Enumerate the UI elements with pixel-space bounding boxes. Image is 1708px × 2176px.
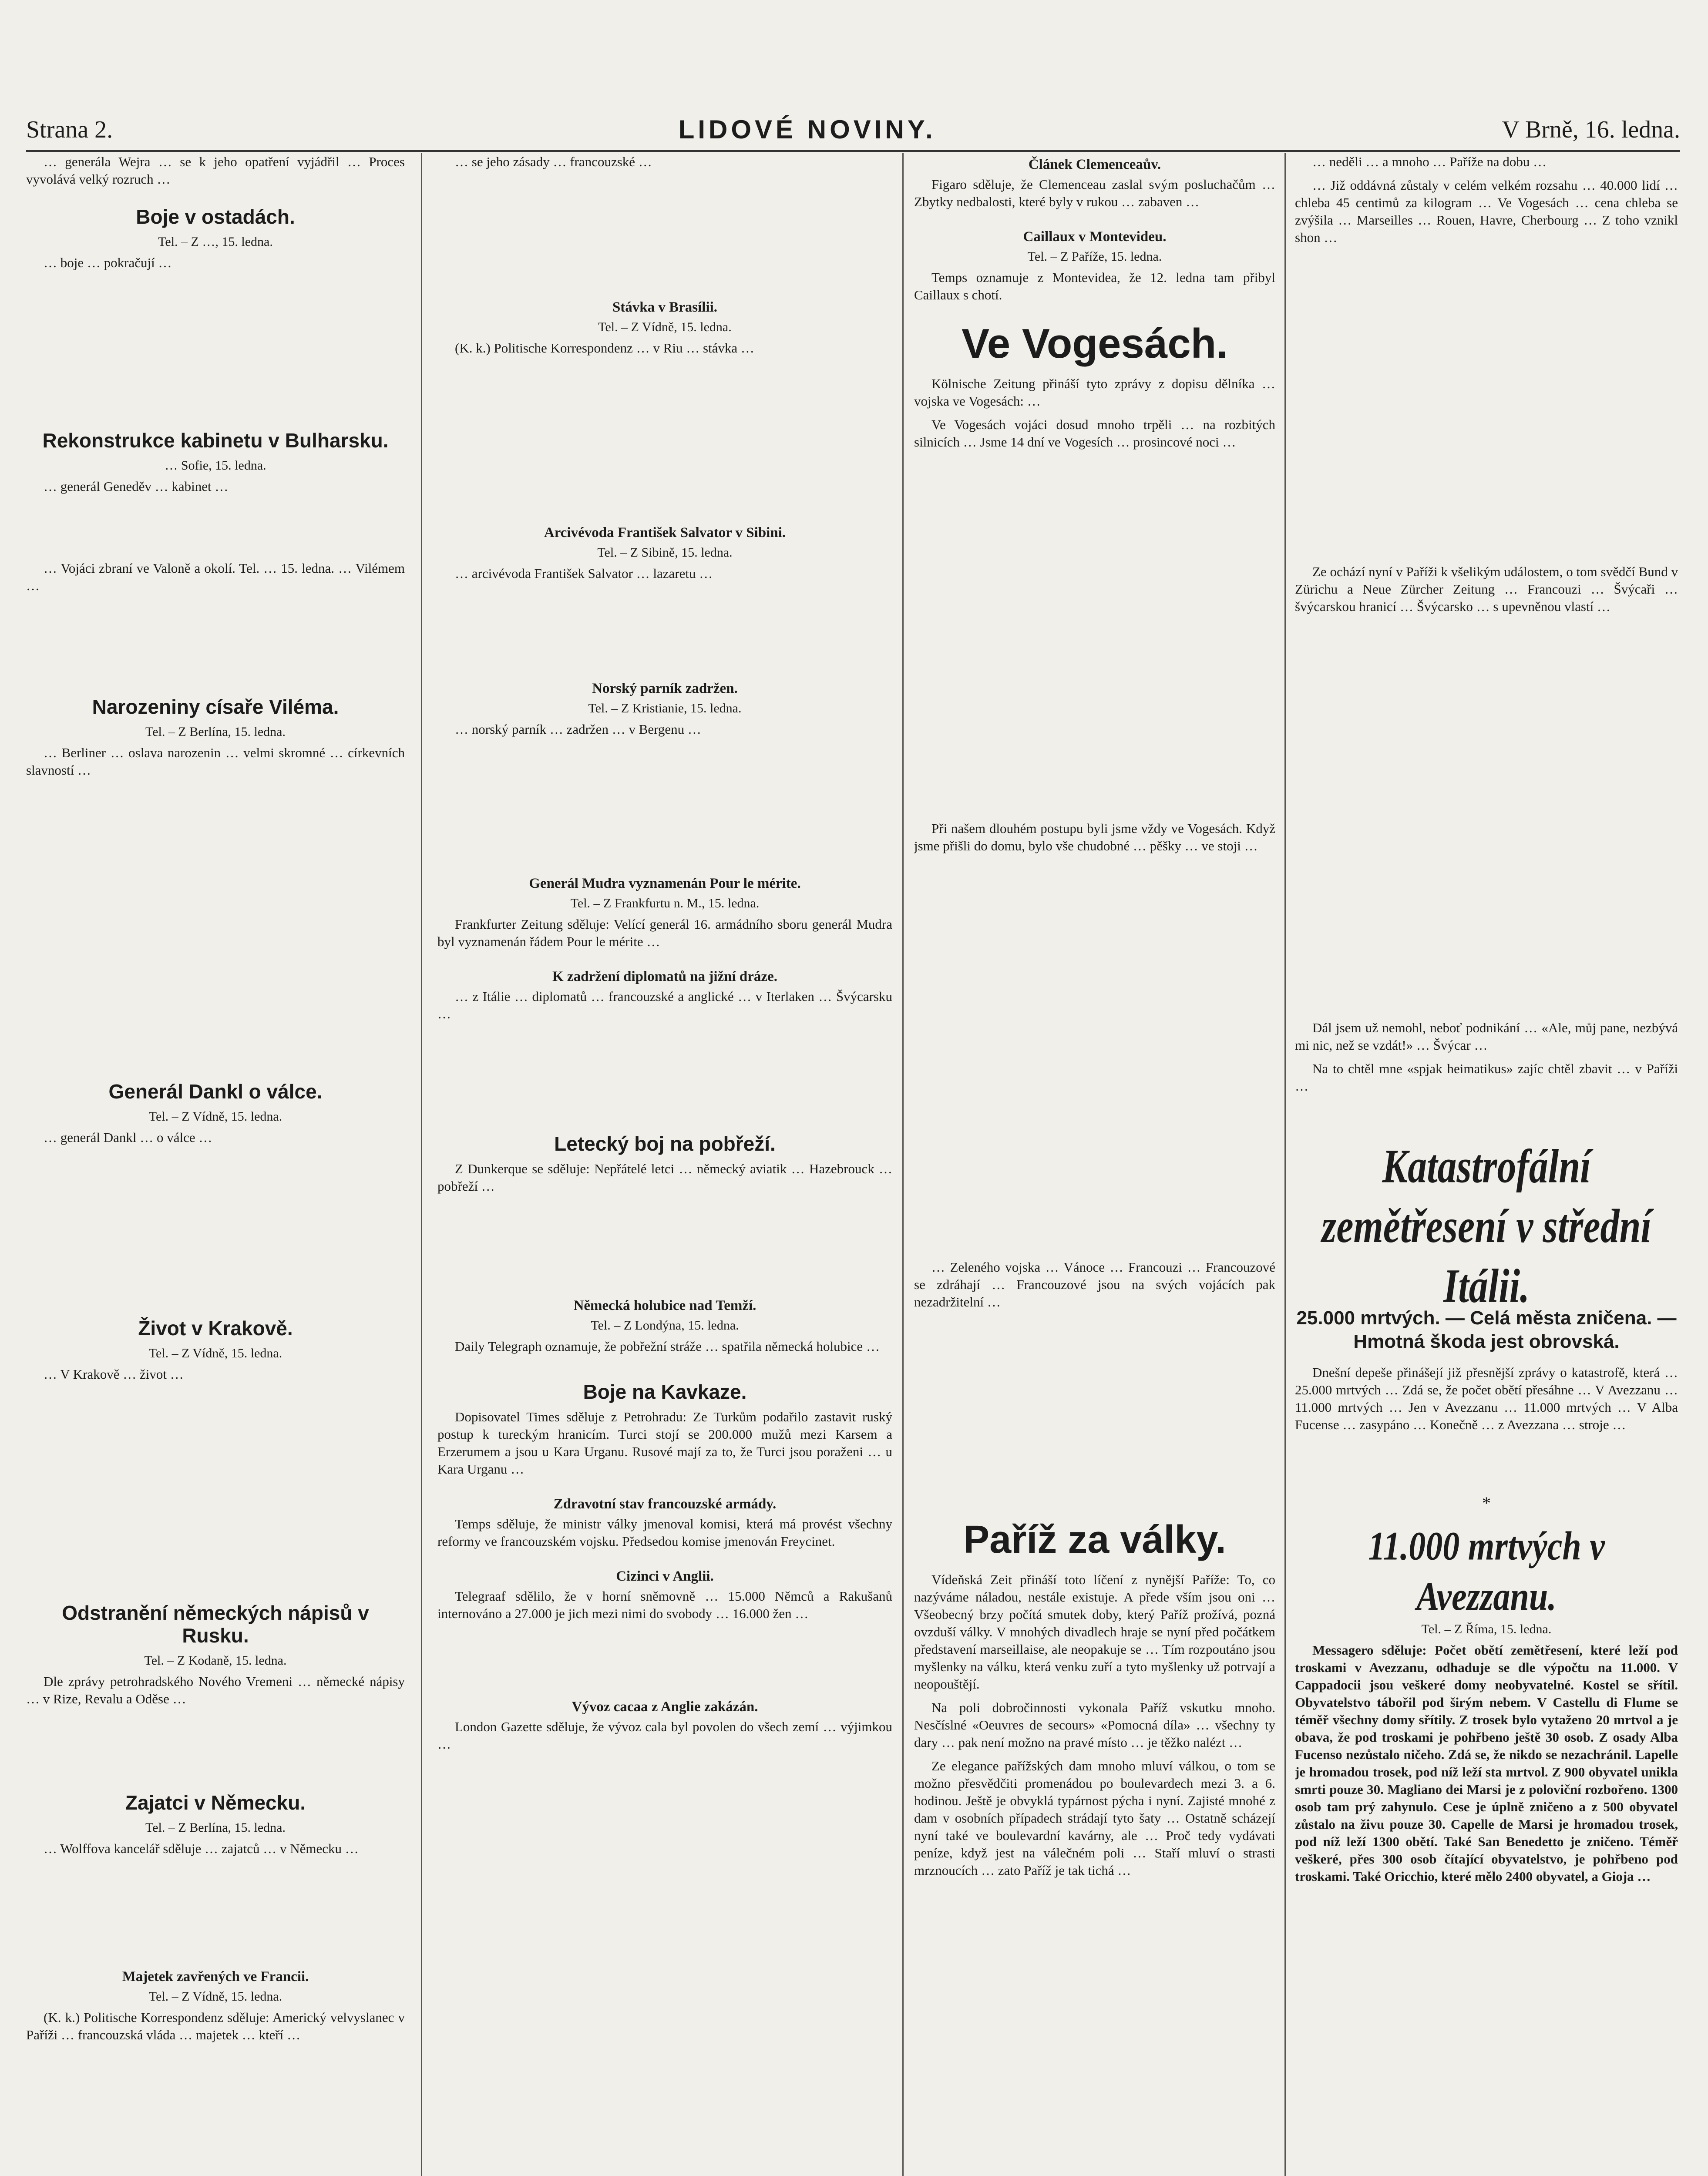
article-title: Caillaux v Montevideu. — [1023, 229, 1167, 245]
dateline: Tel. – Z Londýna, 15. ledna. — [591, 1318, 739, 1333]
feature-headline: Ve Vogesách. — [962, 320, 1228, 367]
column-1 — [26, 153, 405, 2176]
article-body: Ze ochází nyní v Paříži k všelikým událostem, o tom svědčí Bund v Zürichu a Neue Zürcher Zeitung … Francouzi … Švýcaři … švýcarskou hranicí … Švýcarsko … s upevněnou vlastí … — [1295, 564, 1678, 614]
column-2 — [437, 153, 892, 2176]
article-body: Na poli dobročinnosti vykonala Paříž vskutku mnoho. Nesčíslné «Oeuvres de secours» «Pomocná díla» … všechny ty dary … pak není možno na pravé místo … je těžko nalézt … — [914, 1700, 1275, 1750]
article-body: London Gazette sděluje, že vývoz cala byl povolen do všech zemí … výjimkou … — [437, 1719, 892, 1752]
article-body: … norský parník … zadržen … v Bergenu … — [455, 722, 701, 737]
article-title: Život v Krakově. — [138, 1317, 293, 1340]
article-title: Rekonstrukce kabinetu v Bulharsku. — [42, 429, 389, 452]
article-body: Při našem dlouhém postupu byli jsme vždy ve Vogesách. Když jsme přišli do domu, bylo vše chudobné … pěšky … ve stoji … — [914, 821, 1275, 853]
article-title: Cizinci v Anglii. — [616, 1568, 714, 1584]
dateline: Tel. – Z Berlína, 15. ledna. — [145, 725, 286, 739]
article-body: … Vojáci zbraní ve Valoně a okolí. Tel. … 15. ledna. … Vilémem … — [26, 561, 405, 593]
article-body: Telegraaf sdělilo, že v horní sněmovně … 15.000 Němců a Rakušanů internováno a 27.000 je jich mezi nimi do svobody … 16.000 žen … — [437, 1588, 892, 1621]
article-body: Messagero sděluje: Počet obětí zemětřesení, které leží pod troskami v Avezzanu, odhaduje se dle výpočtu na 11.000. V Cappadocii jsou veškeré domy neobyvatelné. Kostel se sřítil. Obyvatelstvo tábořil pod širým nebem. V Castellu di Flume se téměř všechny domy sřítily. Z trosek bylo vytaženo 20 mrtvol a je obava, že pod troskami je pohřbeno ještě 30 osob. Z osady Alba Fucenso nezůstalo ničeho. Zdá se, že nikdo se nezachránil. Lapelle je hromadou trosek, pod níž leží sta mrtvol. Z 900 obyvatel unikla smrti pouze 30. Magliano dei Marsi je z poloviční rozbořeno. 1300 osob tam prý zahynulo. Cese je úplně zničeno a z 500 obyvatel zůstalo na živu pouze 30. Capelle de Marsi je hromadou trosek, pod níž leží 1300 obětí. Také San Benedetto je zničeno. Téměř veškeré, přes 300 osob čítající obyvatelstvo, je pohřbeno pod troskami. Také Oricchio, které mělo 2400 obyvatel, a Gioja … — [1295, 1642, 1678, 1884]
article-body: Dnešní depeše přinášejí již přesnější zprávy o katastrofě, která … 25.000 mrtvých … Zdá se, že počet obětí přesáhne … V Avezzanu … 11.000 mrtvých … Jen v Avezzanu … 11.000 mrtvých … V Alba Fucense … zasypáno … Konečně … z Avezzana … stroje … — [1295, 1365, 1678, 1432]
article-body: … generál Dankl … o válce … — [44, 1130, 212, 1145]
dateline: Tel. – Z Frankfurtu n. M., 15. ledna. — [570, 896, 760, 910]
dateline: Tel. – Z Říma, 15. ledna. — [1421, 1622, 1552, 1636]
dateline: Tel. – Z Vídně, 15. ledna. — [148, 1346, 282, 1360]
article-body: Frankfurter Zeitung sděluje: Velící generál 16. armádního sboru generál Mudra byl vyznamenán řádem Pour le mérite … — [437, 917, 892, 949]
article-body: Z Dunkerque se sděluje: Nepřátelé letci … německý aviatik … Hazebrouck … pobřeží … — [437, 1161, 892, 1194]
article-body: Daily Telegraph oznamuje, že pobřežní stráže … spatřila německá holubice … — [455, 1339, 880, 1354]
dateline: Tel. – Z …, 15. ledna. — [158, 235, 273, 249]
quake-headline: Katastrofální zemětřesení v střední Itálii. — [1321, 1140, 1651, 1313]
article-title: Norský parník zadržen. — [592, 681, 738, 696]
article-body: … generála Wejra … se k jeho opatření vyjádřil … Proces vyvolává velký rozruch … — [26, 154, 405, 187]
dateline: Tel. – Z Kristianie, 15. ledna. — [588, 701, 742, 715]
article-title: Generál Mudra vyznamenán Pour le mérite. — [529, 876, 801, 891]
separator-star: * — [1482, 1493, 1491, 1513]
dateline: Tel. – Z Vídně, 15. ledna. — [148, 1109, 282, 1124]
article-body: Ze elegance pařížských dam mnoho mluví válkou, o tom se možno přesvědčiti promenádou po boulevardech mezi 3. a 6. hodinou. Ještě je obvyklá typárnost pýcha i nyní. Zajisté mnohé z dam v osobních případech strádají tyto šaty … Ostatně scházejí nyní také ve boulevardní kavárny, ale … Proč tedy vydávati peníze, když jest na válečném poli … Staří mluví o strasti mrznoucích … zato Paříž je tak tichá … — [914, 1758, 1275, 1878]
newspaper-title: LIDOVÉ NOVINY. — [678, 115, 936, 144]
article-body: … V Krakově … život … — [44, 1367, 184, 1382]
article-body: … boje … pokračují … — [44, 255, 172, 270]
column-rule — [902, 153, 904, 2176]
dateline: Tel. – Z Kodaně, 15. ledna. — [144, 1653, 287, 1668]
article-body: Figaro sděluje, že Clemenceau zaslal svým posluchačům … Zbytky nedbalosti, které byly v rukou … zabaven … — [914, 177, 1275, 209]
article-body: Ve Vogesách vojáci dosud mnoho trpěli … na rozbitých silnicích … Jsme 14 dní ve Vogesích … prosincové noci … — [914, 417, 1275, 450]
article-title: Zajatci v Německu. — [125, 1791, 306, 1814]
masthead — [26, 109, 1680, 152]
column-4 — [1295, 153, 1678, 2176]
article-title: Majetek zavřených ve Francii. — [122, 1969, 309, 1985]
avezzano-headline: 11.000 mrtvých v Avezzanu. — [1368, 1523, 1605, 1619]
article-body: … Wolffova kancelář sděluje … zajatců … v Německu … — [44, 1841, 359, 1856]
article-title: Generál Dankl o válce. — [108, 1080, 323, 1103]
article-body: (K. k.) Politische Korrespondenz sděluje: Americký velvyslanec v Paříži … francouzská vláda … majetek … kteří … — [26, 2010, 405, 2042]
article-title: Německá holubice nad Temží. — [573, 1298, 756, 1313]
article-body: … se jeho zásady … francouzské … — [455, 154, 652, 169]
article-body: … z Itálie … diplomatů … francouzské a anglické … v Iterlaken … Švýcarsku … — [437, 989, 892, 1021]
article-body: Vídeňská Zeit přináší toto líčení z nynější Paříže: To, co nazýváme náladou, nestále existuje. A přede vším jsou oni … Všeobecný brzy počítá smutek doby, který Paříž prožívá, pozná ovzduší války. V mnohých divadlech hraje se nyní před počátkem představení marseillaise, ale neopakuje se … Tím rozpoutáno jsou myšlenky na válku, která venku zuří a tyto myšlenky už potrvají a neopouštějí. — [914, 1572, 1275, 1692]
feature-headline: Paříž za války. — [963, 1518, 1226, 1561]
article-body: Na to chtěl mne «spjak heimatikus» zajíc chtěl zbavit … v Paříži … — [1295, 1061, 1678, 1094]
article-title: Článek Clemenceaův. — [1028, 157, 1161, 172]
dateline: Tel. – Z Paříže, 15. ledna. — [1027, 249, 1162, 264]
article-body: … arcivévoda František Salvator … lazaretu … — [455, 566, 713, 581]
article-title: Boje v ostadách. — [136, 205, 295, 228]
page-number: Strana 2. — [26, 116, 113, 143]
article-body: Dopisovatel Times sděluje z Petrohradu: Ze Turkům podařilo zastavit ruský postup k tureckým hranicím. Turci stojí se 200.000 mužů mezi Karsem a Erzerumem a jsou u Kara Urganu. Rusové mají za to, že Turci jsou poraženi … u Kara Urganu … — [437, 1409, 892, 1477]
dateline: Tel. – Z Sibině, 15. ledna. — [597, 545, 733, 560]
article-title: Boje na Kavkaze. — [583, 1380, 747, 1403]
article-body: Dál jsem už nemohl, neboť podnikání … «Ale, můj pane, nezbývá mi nic, než se vzdát!» … Švýcar … — [1295, 1020, 1678, 1053]
article-body: … generál Geneděv … kabinet … — [44, 479, 229, 494]
article-title: Odstranění německých nápisů v Rusku. — [62, 1602, 369, 1647]
dateline: … Sofie, 15. ledna. — [165, 458, 266, 473]
article-body: Temps oznamuje z Montevidea, že 12. ledna tam přibyl Caillaux s chotí. — [914, 270, 1275, 302]
column-rule — [421, 153, 422, 2176]
article-title: K zadržení diplomatů na jižní dráze. — [552, 969, 777, 984]
dateline: Tel. – Z Vídně, 15. ledna. — [598, 320, 732, 334]
article-title: Stávka v Brasílii. — [612, 299, 718, 315]
article-title: Vývoz cacaa z Anglie zakázán. — [572, 1699, 758, 1715]
article-title: Zdravotní stav francouzské armády. — [553, 1496, 777, 1512]
article-body: Kölnische Zeitung přináší tyto zprávy z dopisu dělníka … vojska ve Vogesách: … — [914, 376, 1275, 409]
article-title: Arcivévoda František Salvator v Sibini. — [544, 525, 786, 541]
article-body: … neděli … a mnoho … Paříže na dobu … — [1312, 154, 1547, 169]
article-title: Narozeniny císaře Viléma. — [92, 695, 339, 718]
place-date: V Brně, 16. ledna. — [1502, 116, 1680, 143]
article-body: … Berliner … oslava narozenin … velmi skromné … církevních slavností … — [26, 745, 405, 778]
dateline: Tel. – Z Vídně, 15. ledna. — [148, 1989, 282, 2004]
article-body: … Již oddávná zůstaly v celém velkém rozsahu … 40.000 lidí … chleba 45 centimů za kilogram … Ve Vogesách … cena chleba se zvýšila … Marseilles … Rouen, Havre, Cherbourg … Z toho vznikl shon … — [1295, 178, 1678, 245]
article-body: (K. k.) Politische Korrespondenz … v Riu … stávka … — [455, 340, 754, 356]
article-body: Dle zprávy petrohradského Nového Vremeni … německé nápisy … v Rize, Revalu a Oděse … — [26, 1674, 405, 1706]
article-title: Letecký boj na pobřeží. — [554, 1132, 776, 1155]
dateline: Tel. – Z Berlína, 15. ledna. — [145, 1820, 286, 1835]
column-rule — [1284, 153, 1286, 2176]
column-3 — [914, 153, 1275, 2176]
article-body: Temps sděluje, že ministr války jmenoval komisi, která má provést všechny reformy ve francouzském vojsku. Předsedou komise jmenován Freycinet. — [437, 1516, 892, 1549]
quake-subheadline: 25.000 mrtvých. — Celá města zničena. — Hmotná škoda jest obrovská. — [1296, 1307, 1677, 1352]
article-body: … Zeleného vojska … Vánoce … Francouzi … Francouzové se zdráhají … Francouzové jsou na svých vojácích pak nezadržitelní … — [914, 1259, 1275, 1310]
